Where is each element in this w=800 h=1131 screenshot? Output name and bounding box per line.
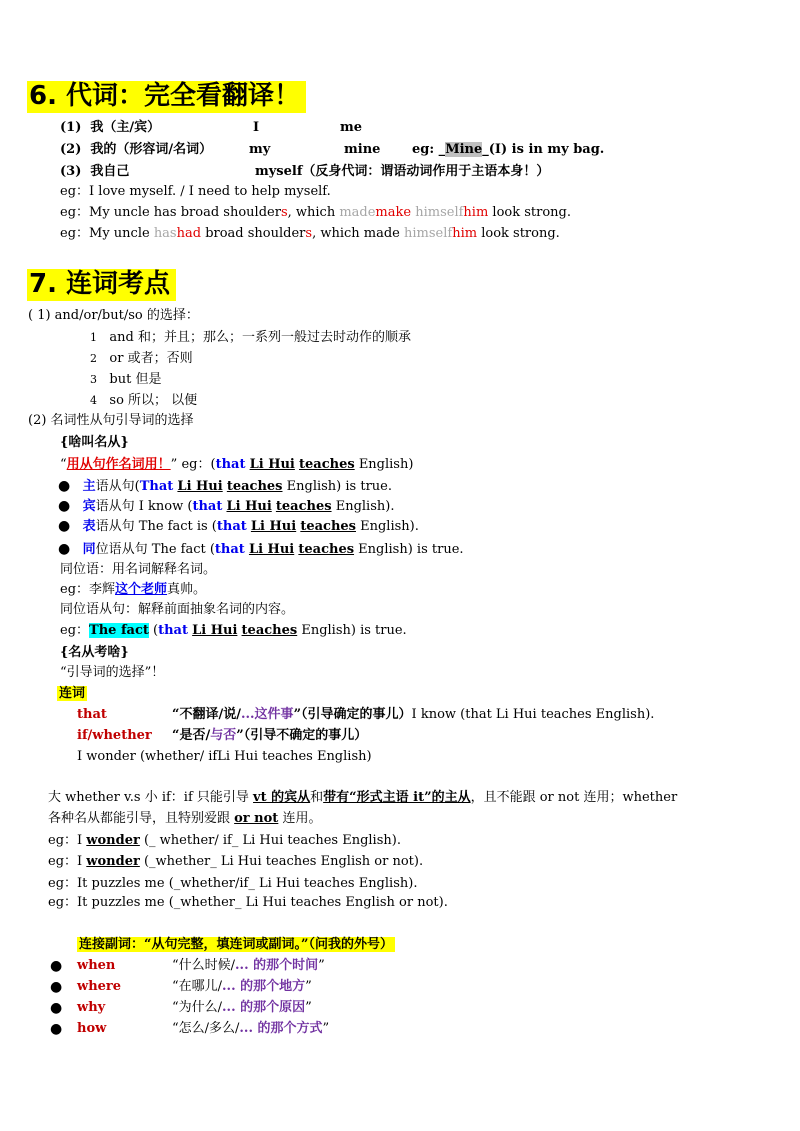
bullet-predicative-clause: ● 表语从句 The fact is (that Li Hui teaches English).: [58, 518, 419, 534]
adverb-where-meaning: “在哪儿/... 的那个地方”: [172, 979, 312, 994]
eg-line-1: eg：I wonder (_ whether/ if_ Li Hui teaches English).: [48, 833, 401, 848]
question-2: (2) 名词性从句引导词的选择: [28, 413, 194, 428]
question-1: ( 1) and/or/but/so 的选择：: [28, 308, 199, 323]
if-whether-meaning: “是否/与否”（引导不确定的事儿）: [172, 728, 368, 743]
adverb-how-meaning: “怎么/多么/... 的那个方式”: [172, 1021, 330, 1036]
example-1: eg：I love myself. / I need to help myself.: [60, 184, 331, 199]
bullet-dot-icon: ●: [50, 1021, 63, 1037]
appositive-clause-def: 同位语从句：解释前面抽象名词的内容。: [60, 602, 295, 617]
bullet-dot-icon: ●: [50, 1000, 63, 1016]
row-2-c1: my: [249, 142, 271, 157]
bullet-dot-icon: ●: [58, 541, 71, 557]
bullet-dot-icon: ●: [58, 498, 71, 514]
appositive-clause-eg: eg：The fact (that Li Hui teaches English) is true.: [60, 623, 407, 638]
adverb-row-when: [50, 959, 62, 973]
adverb-when: when: [77, 958, 116, 973]
choice-note: “引导词的选择”！: [60, 665, 165, 680]
list-item: 4 so 所以； 以便: [90, 393, 198, 408]
row-2-example: eg: _Mine_(I) is in my bag.: [412, 142, 605, 157]
list-item: 2 or 或者；否则: [90, 351, 193, 366]
adverb-row-how: [50, 1022, 62, 1036]
bullet-dot-icon: ●: [50, 958, 63, 974]
adverb-how: how: [77, 1021, 107, 1036]
row-1-c1: I: [253, 120, 260, 135]
definition-line: “用从句作名词用！” eg：(that Li Hui teaches English): [60, 457, 414, 472]
example-2: eg：My uncle has broad shoulders, which mademake himselfhim look strong.: [60, 205, 571, 220]
conj-label: 连词: [59, 686, 86, 701]
adverb-row-where: [50, 980, 62, 994]
adverb-why-meaning: “为什么/... 的那个原因”: [172, 1000, 312, 1015]
section-7-heading: 7. 连词考点: [27, 269, 176, 301]
appositive-eg: eg：李辉这个老师真帅。: [60, 582, 207, 597]
section-6-heading: 6. 代词：完全看翻译！: [27, 81, 306, 113]
that-meaning: “不翻译/说/...这件事”（引导确定的事儿）I know (that Li Hui teaches English).: [172, 707, 655, 722]
bullet-appositive-clause: ● 同位语从句 The fact (that Li Hui teaches English) is true.: [58, 541, 464, 557]
whether-if-para-1: 大 whether v.s 小 if：if 只能引导 vt 的宾从和带有“形式主语 it”的主从，且不能跟 or not 连用；whether: [48, 790, 678, 805]
row-1-c2: me: [340, 120, 363, 135]
adverb-where: where: [77, 979, 122, 994]
bullet-subject-clause: ● 主语从句(That Li Hui teaches English) is true.: [58, 478, 392, 494]
list-item: 3 but 但是: [90, 372, 162, 387]
bullet-dot-icon: ●: [58, 518, 71, 534]
adverb-why: why: [77, 1000, 106, 1015]
adverb-row-why: [50, 1001, 62, 1015]
row-3: (3) 我自己: [60, 164, 130, 179]
bullet-dot-icon: ●: [58, 478, 71, 494]
eg-line-3: eg：It puzzles me (_whether/if_ Li Hui teaches English).: [48, 876, 418, 891]
conjunctive-adverb-heading: 连接副词：“从句完整，填连词或副词。”（问我的外号）: [79, 937, 393, 952]
the-fact-highlight: The fact: [89, 623, 149, 638]
list-item: 1 and 和；并且；那么；一系列一般过去时动作的顺承: [90, 330, 411, 345]
row-2-c2: mine: [344, 142, 381, 157]
whether-if-para-2: 各种名从都能引导，且特别爱跟 or not 连用。: [48, 811, 322, 826]
adverb-when-meaning: “什么时候/... 的那个时间”: [172, 958, 325, 973]
eg-line-4: eg：It puzzles me (_whether_ Li Hui teaches English or not).: [48, 895, 448, 910]
that-keyword: that: [77, 707, 107, 722]
bullet-dot-icon: ●: [50, 979, 63, 995]
wonder-example: I wonder (whether/ ifLi Hui teaches English): [77, 749, 372, 764]
row-3-c1: myself（反身代词：谓语动词作用于主语本身！）: [255, 164, 550, 179]
appositive-def: 同位语：用名词解释名词。: [60, 562, 217, 577]
eg-line-2: eg：I wonder (_whether_ Li Hui teaches English or not).: [48, 854, 424, 869]
if-whether-keyword: if/whether: [77, 728, 152, 743]
answer-highlight: Mine: [445, 142, 483, 157]
row-1: (1) 我（主/宾）: [60, 120, 161, 135]
example-3: eg：My uncle hashad broad shoulders, which made himselfhim look strong.: [60, 226, 560, 241]
brace-heading-2: {名从考啥}: [60, 645, 129, 660]
brace-heading-1: {啥叫名从}: [60, 435, 129, 450]
bullet-object-clause: ● 宾语从句 I know (that Li Hui teaches English).: [58, 498, 395, 514]
row-2: (2) 我的（形容词/名词）: [60, 142, 213, 157]
